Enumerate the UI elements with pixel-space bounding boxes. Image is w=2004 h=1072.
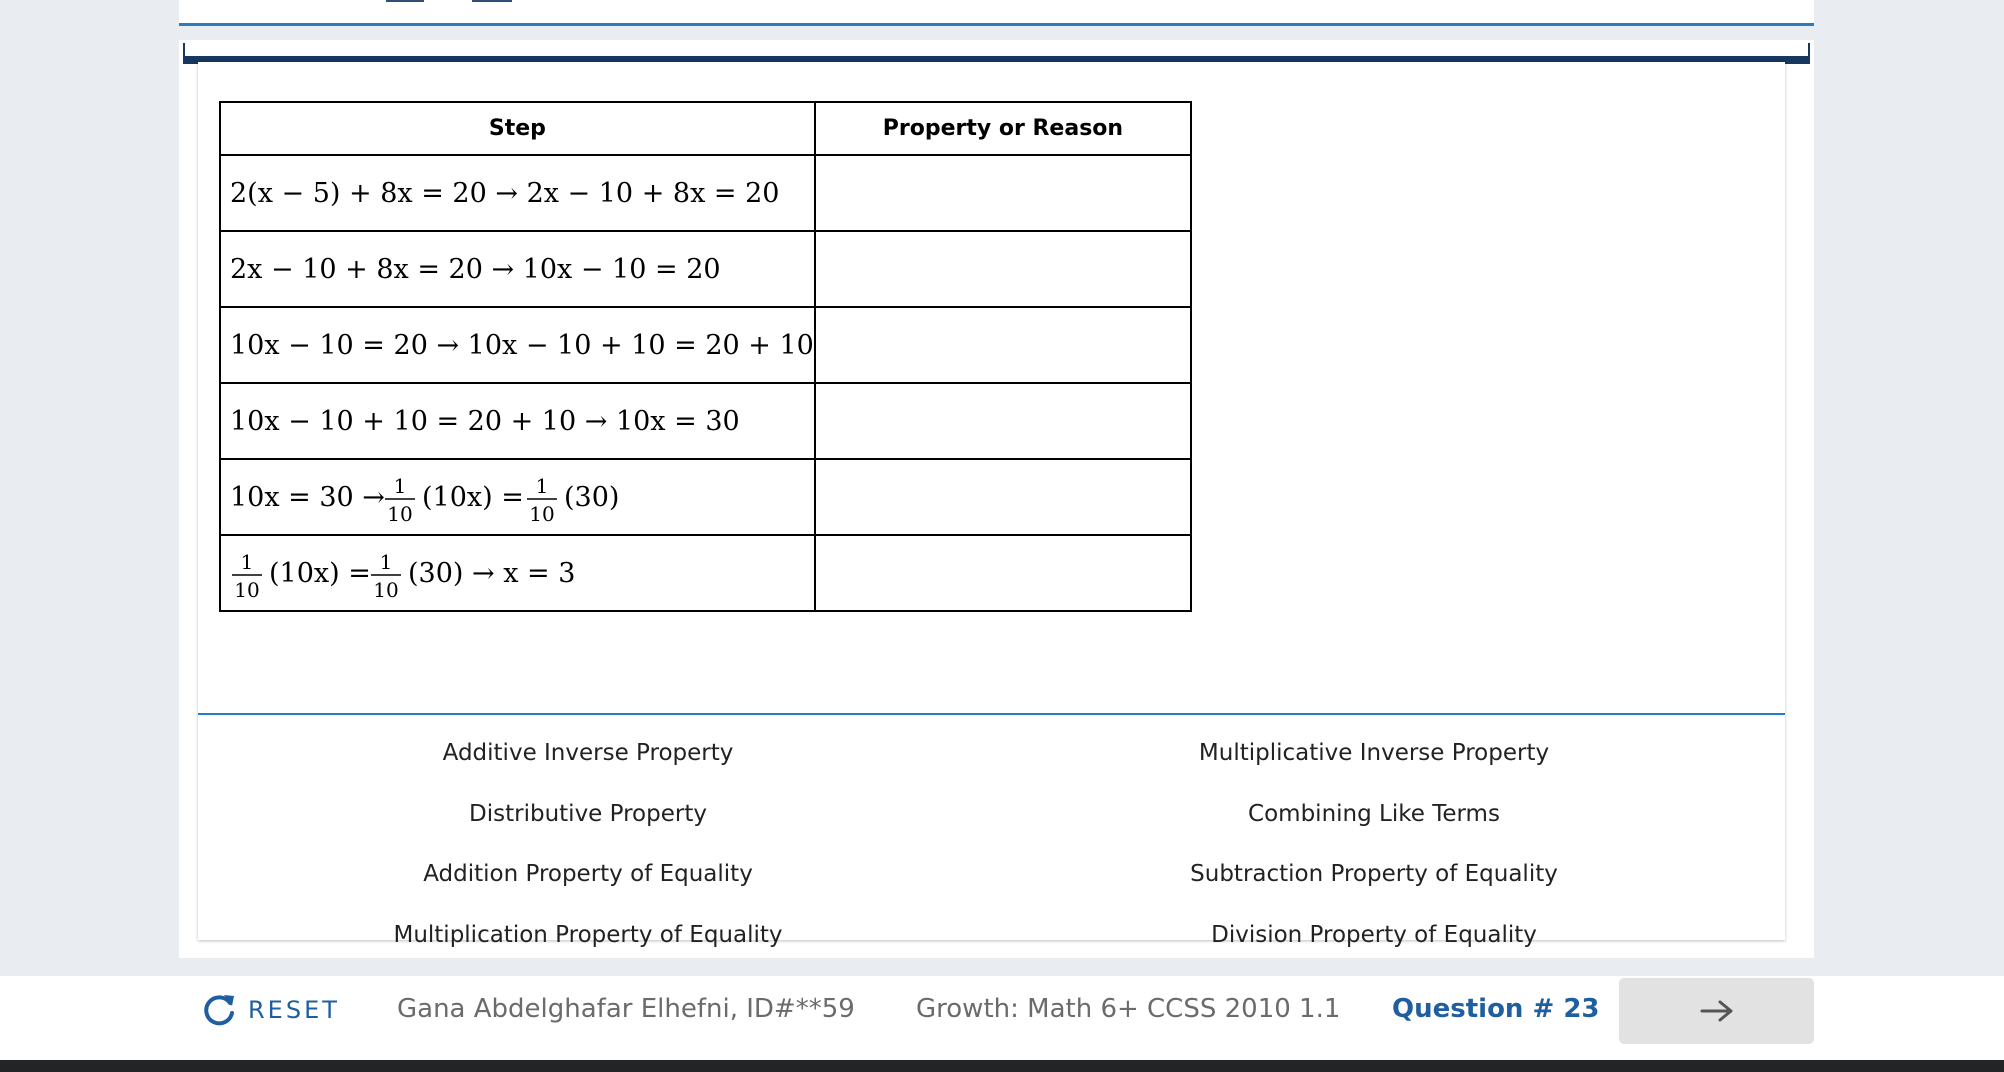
document-icon[interactable] <box>386 0 424 6</box>
test-name: Growth: Math 6+ CCSS 2010 1.1 <box>916 994 1341 1024</box>
table-row <box>220 155 1191 231</box>
back-arrow-icon[interactable] <box>297 0 343 6</box>
refresh-icon <box>200 991 238 1029</box>
arrow-right-icon <box>1700 999 1734 1023</box>
step-cell <box>220 459 815 535</box>
question-number: Question # 23 <box>1392 994 1600 1024</box>
step-math-fraction <box>230 543 630 603</box>
reason-drop-zone[interactable] <box>815 459 1191 535</box>
option-combining-like-terms[interactable]: Combining Like Terms <box>1248 801 1500 827</box>
step-cell: 10x − 10 = 20 → 10x − 10 + 10 = 20 + 10 <box>220 307 815 383</box>
table-row <box>220 307 1191 383</box>
next-button[interactable] <box>1619 978 1814 1044</box>
option-subtraction-equality[interactable]: Subtraction Property of Equality <box>1190 861 1558 887</box>
step-part: 10x = 30 → <box>230 482 385 513</box>
list-icon[interactable] <box>195 0 221 6</box>
question-panel <box>179 40 1814 958</box>
step-part: (10x) = <box>422 482 524 513</box>
step-cell: 2x − 10 + 8x = 20 → 10x − 10 = 20 <box>220 231 815 307</box>
options-divider <box>198 713 1785 715</box>
reason-drop-zone[interactable] <box>815 155 1191 231</box>
option-additive-inverse[interactable]: Additive Inverse Property <box>442 740 734 766</box>
fraction-denominator: 10 <box>387 502 413 526</box>
fraction-denominator: 10 <box>373 578 399 602</box>
footer-bar <box>0 976 2004 1060</box>
fraction-numerator: 1 <box>379 550 393 574</box>
pencil-icon[interactable] <box>472 0 522 6</box>
fraction-denominator: 10 <box>529 502 555 526</box>
student-name: Gana Abdelghafar Elhefni, ID#**59 <box>397 994 855 1024</box>
toolbar <box>179 0 1814 26</box>
table-row <box>220 231 1191 307</box>
fraction-numerator: 1 <box>535 474 549 498</box>
option-division-equality[interactable]: Division Property of Equality <box>1211 922 1537 948</box>
reset-label: RESET <box>248 996 340 1024</box>
option-multiplication-equality[interactable]: Multiplication Property of Equality <box>393 922 783 948</box>
step-column-header: Step <box>220 102 815 155</box>
reason-drop-zone[interactable] <box>815 307 1191 383</box>
table-row <box>220 383 1191 459</box>
step-part: (30) <box>564 482 620 513</box>
reason-column-header: Property or Reason <box>815 102 1191 155</box>
option-multiplicative-inverse[interactable]: Multiplicative Inverse Property <box>1198 740 1550 766</box>
option-addition-equality[interactable]: Addition Property of Equality <box>423 861 753 887</box>
table-row <box>220 459 1191 535</box>
step-cell <box>220 535 815 611</box>
fraction-numerator: 1 <box>393 474 407 498</box>
step-part: (10x) = <box>269 558 371 589</box>
reset-button[interactable] <box>200 990 340 1030</box>
reason-drop-zone[interactable] <box>815 231 1191 307</box>
table-row <box>220 535 1191 611</box>
fraction-denominator: 10 <box>234 578 260 602</box>
step-cell: 10x − 10 + 10 = 20 + 10 → 10x = 30 <box>220 383 815 459</box>
reason-drop-zone[interactable] <box>815 383 1191 459</box>
option-distributive[interactable]: Distributive Property <box>469 801 707 827</box>
proof-table <box>219 101 1192 612</box>
step-part: (30) → x = 3 <box>408 558 576 589</box>
step-cell: 2(x − 5) + 8x = 20 → 2x − 10 + 8x = 20 <box>220 155 815 231</box>
fraction-numerator: 1 <box>240 550 254 574</box>
step-math-fraction <box>230 467 630 527</box>
table-header-row <box>220 102 1191 155</box>
reason-drop-zone[interactable] <box>815 535 1191 611</box>
question-card <box>198 62 1785 948</box>
bottom-strip <box>0 1060 2004 1072</box>
